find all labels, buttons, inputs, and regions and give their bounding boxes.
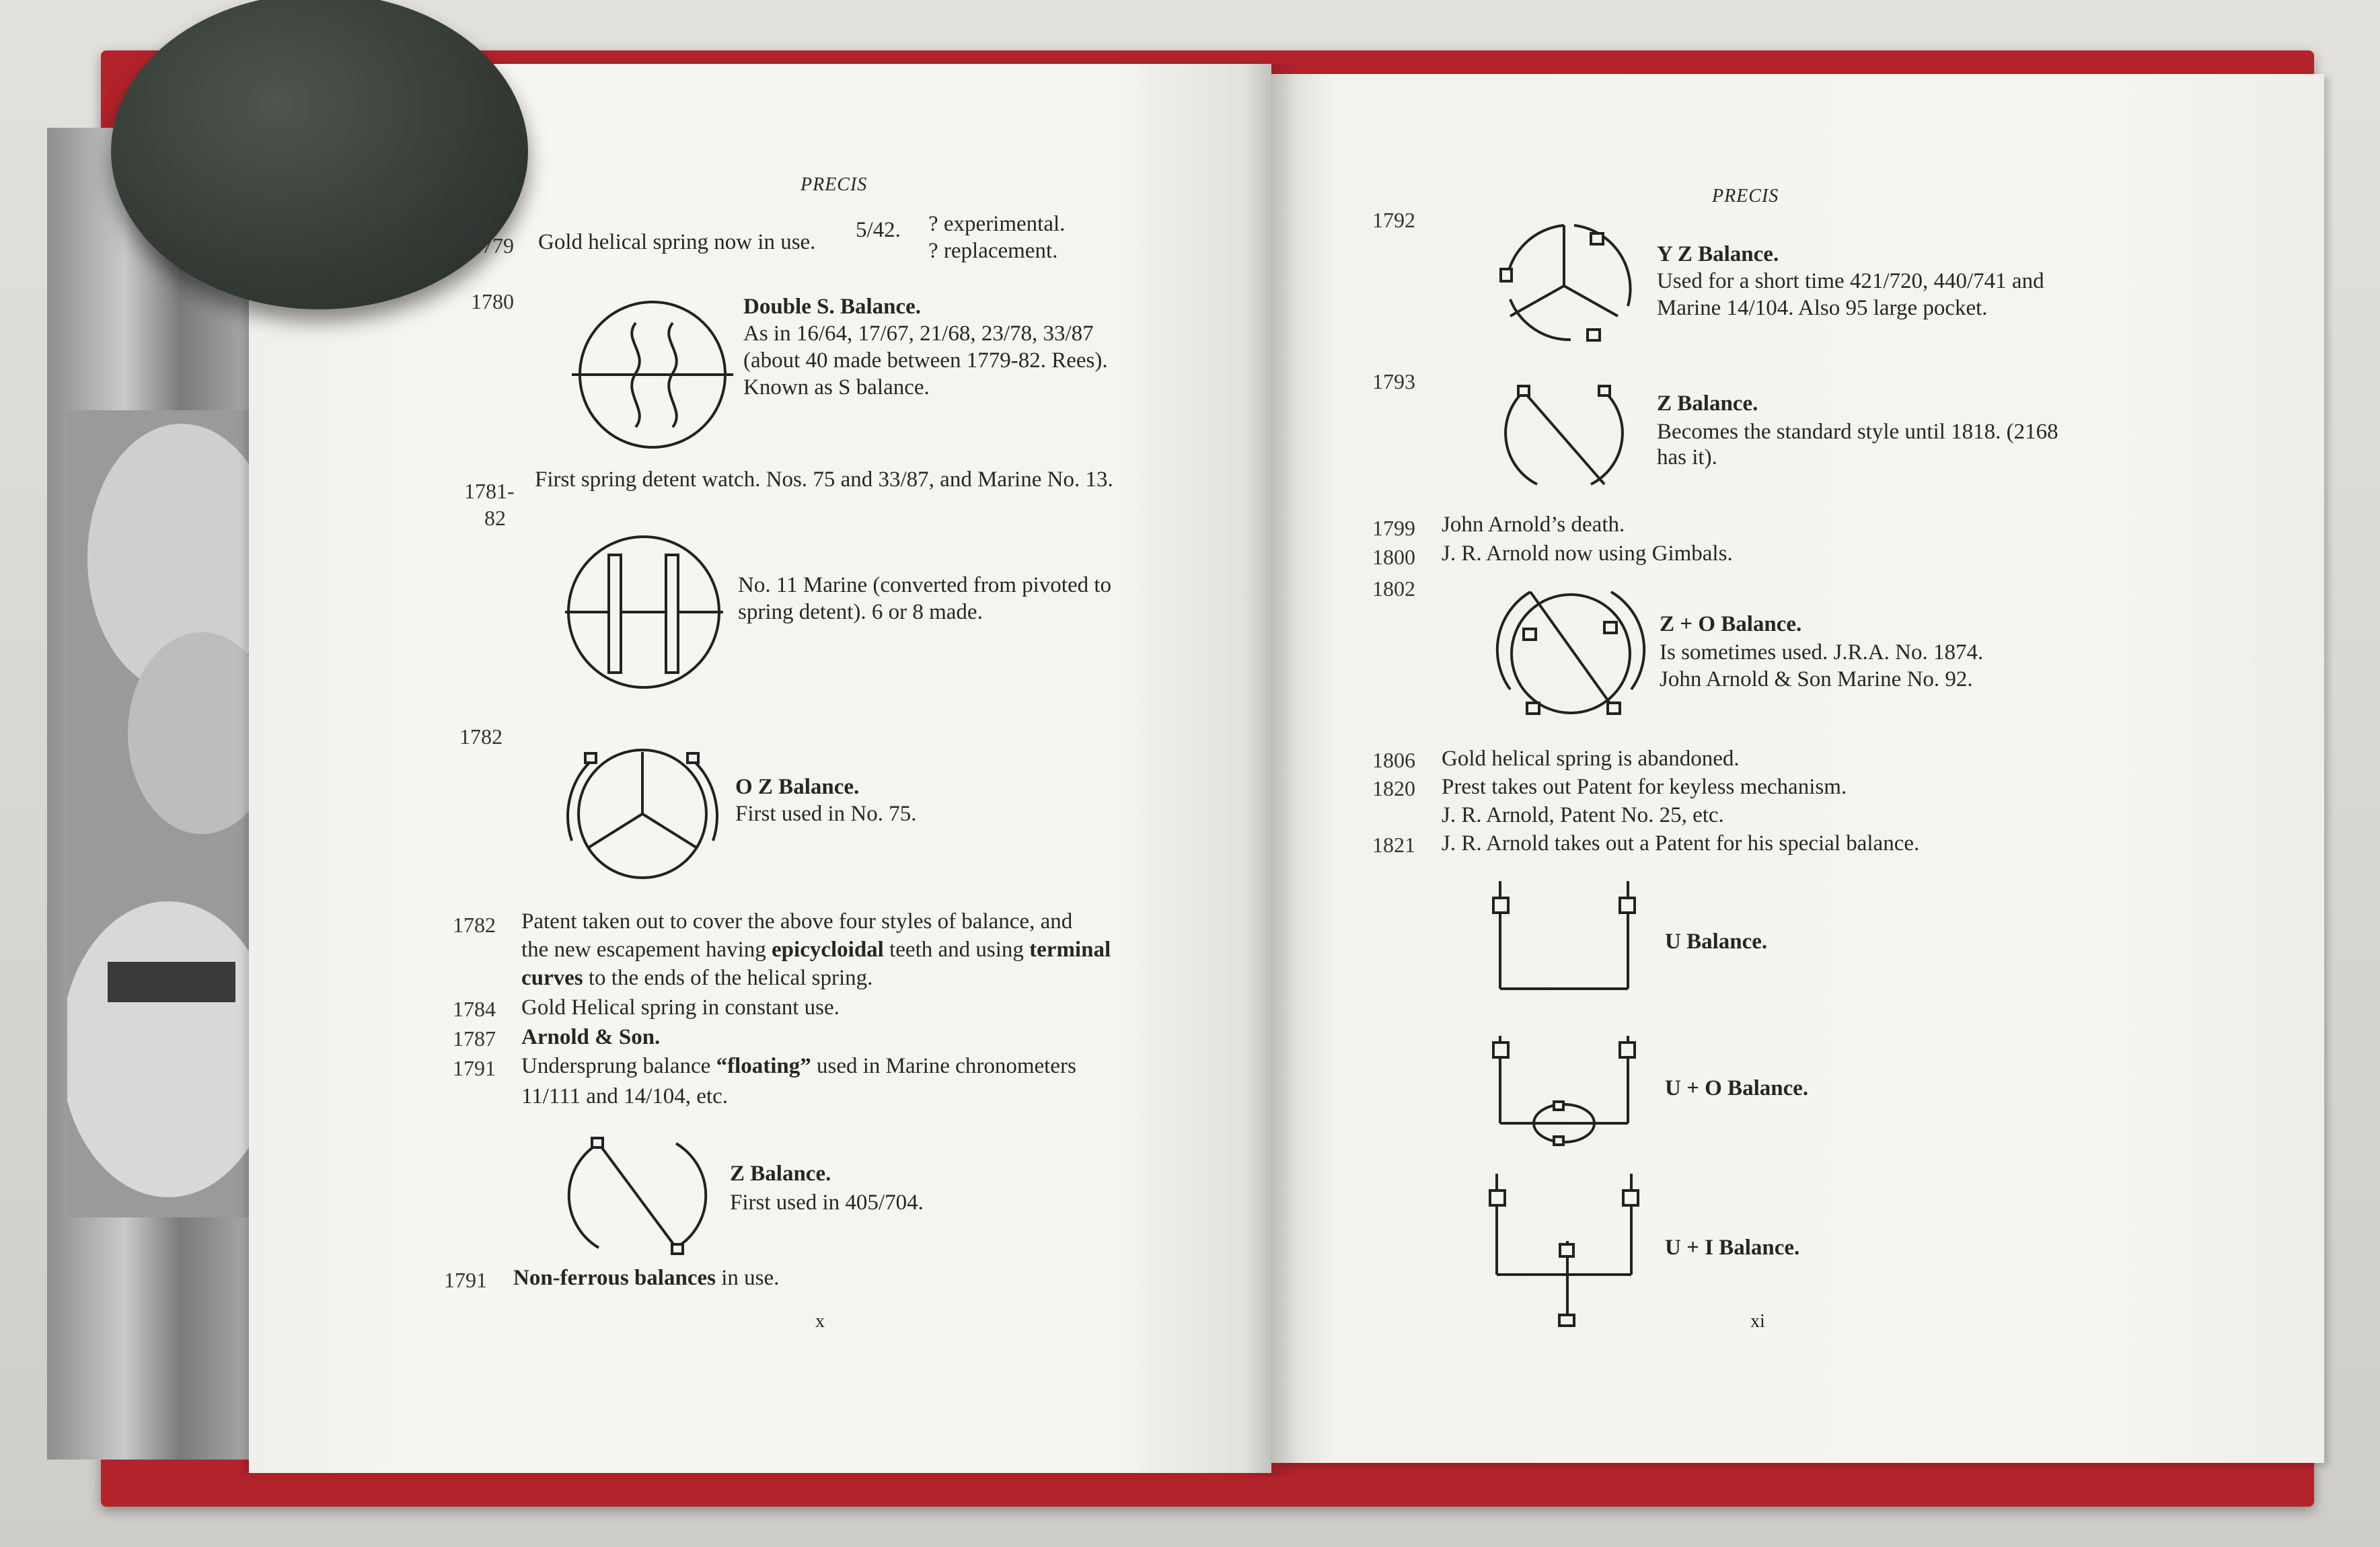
entry-1821-text: J. R. Arnold takes out a Patent for his special balance. bbox=[1442, 831, 1920, 856]
z-balance-diagram-left bbox=[579, 1137, 696, 1254]
year-1780: 1780 bbox=[471, 289, 514, 313]
year-1821: 1821 bbox=[1372, 833, 1415, 857]
left-running-header: PRECIS bbox=[801, 174, 868, 195]
oz-balance-title: O Z Balance. bbox=[735, 775, 860, 799]
yz-balance-line-1: Used for a short time 421/720, 440/741 and bbox=[1657, 269, 2044, 293]
u-o-balance-title: U + O Balance. bbox=[1665, 1076, 1809, 1100]
yz-balance-title: Y Z Balance. bbox=[1657, 242, 1779, 266]
entry-1791-line-1: Undersprung balance “floating” used in Marine chronometers bbox=[521, 1054, 1076, 1078]
year-1782-b: 1782 bbox=[453, 913, 496, 937]
entry-1779-note-2: ? replacement. bbox=[928, 239, 1058, 263]
marine-11-balance-diagram bbox=[565, 535, 723, 689]
year-1802: 1802 bbox=[1372, 576, 1415, 601]
u-o-balance-diagram bbox=[1487, 1036, 1641, 1154]
z-o-balance-line-1: Is sometimes used. J.R.A. No. 1874. bbox=[1660, 640, 1984, 665]
entry-1806-text: Gold helical spring is abandoned. bbox=[1442, 747, 1740, 771]
yz-balance-line-2: Marine 14/104. Also 95 large pocket. bbox=[1657, 296, 1988, 320]
year-1787: 1787 bbox=[453, 1026, 496, 1051]
u-balance-diagram bbox=[1487, 881, 1641, 992]
dust-jacket-portrait bbox=[47, 128, 269, 1460]
z-o-balance-title: Z + O Balance. bbox=[1660, 612, 1802, 636]
year-1781-82-a: 1781- bbox=[464, 479, 515, 503]
year-1779: 1779 bbox=[471, 233, 514, 258]
entry-1787-text: Arnold & Son. bbox=[521, 1025, 661, 1049]
z-balance-text-left: First used in 405/704. bbox=[730, 1191, 924, 1215]
double-s-balance-line-3: Known as S balance. bbox=[743, 375, 930, 400]
z-balance-title-left: Z Balance. bbox=[730, 1162, 831, 1186]
right-running-header: PRECIS bbox=[1712, 186, 1779, 206]
z-o-balance-diagram bbox=[1503, 589, 1638, 720]
entry-1791-line-2: 11/111 and 14/104, etc. bbox=[521, 1084, 729, 1108]
entry-1781-text: First spring detent watch. Nos. 75 and 33/87, and Marine No. 13. bbox=[535, 467, 1113, 492]
year-1793: 1793 bbox=[1372, 369, 1415, 393]
patent-1782-line-3: curves to the ends of the helical spring. bbox=[521, 966, 873, 990]
double-s-balance-line-1: As in 16/64, 17/67, 21/68, 23/78, 33/87 bbox=[743, 322, 1094, 346]
year-1792: 1792 bbox=[1372, 208, 1415, 232]
entry-1799-text: John Arnold’s death. bbox=[1442, 513, 1625, 537]
marine-11-text-1: No. 11 Marine (converted from pivoted to bbox=[738, 573, 1112, 597]
year-1791-a: 1791 bbox=[453, 1056, 496, 1080]
right-page-number: xi bbox=[1750, 1311, 1765, 1332]
book-gutter bbox=[1244, 64, 1298, 1476]
u-i-balance-diagram bbox=[1483, 1174, 1645, 1332]
u-i-balance-title: U + I Balance. bbox=[1665, 1236, 1800, 1260]
z-balance-line-2-right: has it). bbox=[1657, 445, 1717, 469]
entry-1820-line-1: Prest takes out Patent for keyless mechanism. bbox=[1442, 775, 1847, 799]
year-1806: 1806 bbox=[1372, 748, 1415, 772]
year-1820: 1820 bbox=[1372, 776, 1415, 800]
z-balance-diagram-right bbox=[1503, 383, 1625, 494]
entry-1791-non-ferrous: Non-ferrous balances in use. bbox=[513, 1266, 780, 1290]
z-balance-title-right: Z Balance. bbox=[1657, 391, 1758, 416]
double-s-balance-diagram bbox=[572, 299, 733, 451]
marine-11-text-2: spring detent). 6 or 8 made. bbox=[738, 600, 983, 624]
entry-1779-number: 5/42. bbox=[856, 218, 901, 242]
patent-1782-line-1: Patent taken out to cover the above four styles of balance, and bbox=[521, 909, 1073, 934]
yz-balance-diagram bbox=[1497, 219, 1635, 346]
entry-1800-text: J. R. Arnold now using Gimbals. bbox=[1442, 541, 1733, 566]
year-1800: 1800 bbox=[1372, 545, 1415, 569]
z-o-balance-line-2: John Arnold & Son Marine No. 92. bbox=[1660, 667, 1973, 691]
entry-1784-text: Gold Helical spring in constant use. bbox=[521, 995, 840, 1020]
entry-1779-note-1: ? experimental. bbox=[928, 212, 1066, 236]
oz-balance-diagram bbox=[565, 747, 720, 881]
year-1782-a: 1782 bbox=[459, 724, 503, 749]
left-page-number: x bbox=[815, 1311, 825, 1332]
z-balance-line-1-right: Becomes the standard style until 1818. (2168 bbox=[1657, 420, 2058, 444]
portrait-image bbox=[67, 410, 269, 1217]
year-1784: 1784 bbox=[453, 997, 496, 1021]
patent-1782-line-2: the new escapement having epicycloidal teeth and using terminal bbox=[521, 938, 1111, 962]
year-1791-b: 1791 bbox=[444, 1268, 487, 1292]
double-s-balance-title: Double S. Balance. bbox=[743, 295, 922, 319]
year-1799: 1799 bbox=[1372, 516, 1415, 540]
u-balance-title: U Balance. bbox=[1665, 930, 1768, 954]
double-s-balance-line-2: (about 40 made between 1779-82. Rees). bbox=[743, 348, 1108, 373]
paperweight bbox=[111, 0, 528, 309]
entry-1779-text: Gold helical spring now in use. bbox=[538, 230, 816, 254]
entry-1820-line-2: J. R. Arnold, Patent No. 25, etc. bbox=[1442, 803, 1724, 827]
year-1781-82-b: 82 bbox=[484, 506, 506, 530]
oz-balance-text: First used in No. 75. bbox=[735, 802, 917, 826]
